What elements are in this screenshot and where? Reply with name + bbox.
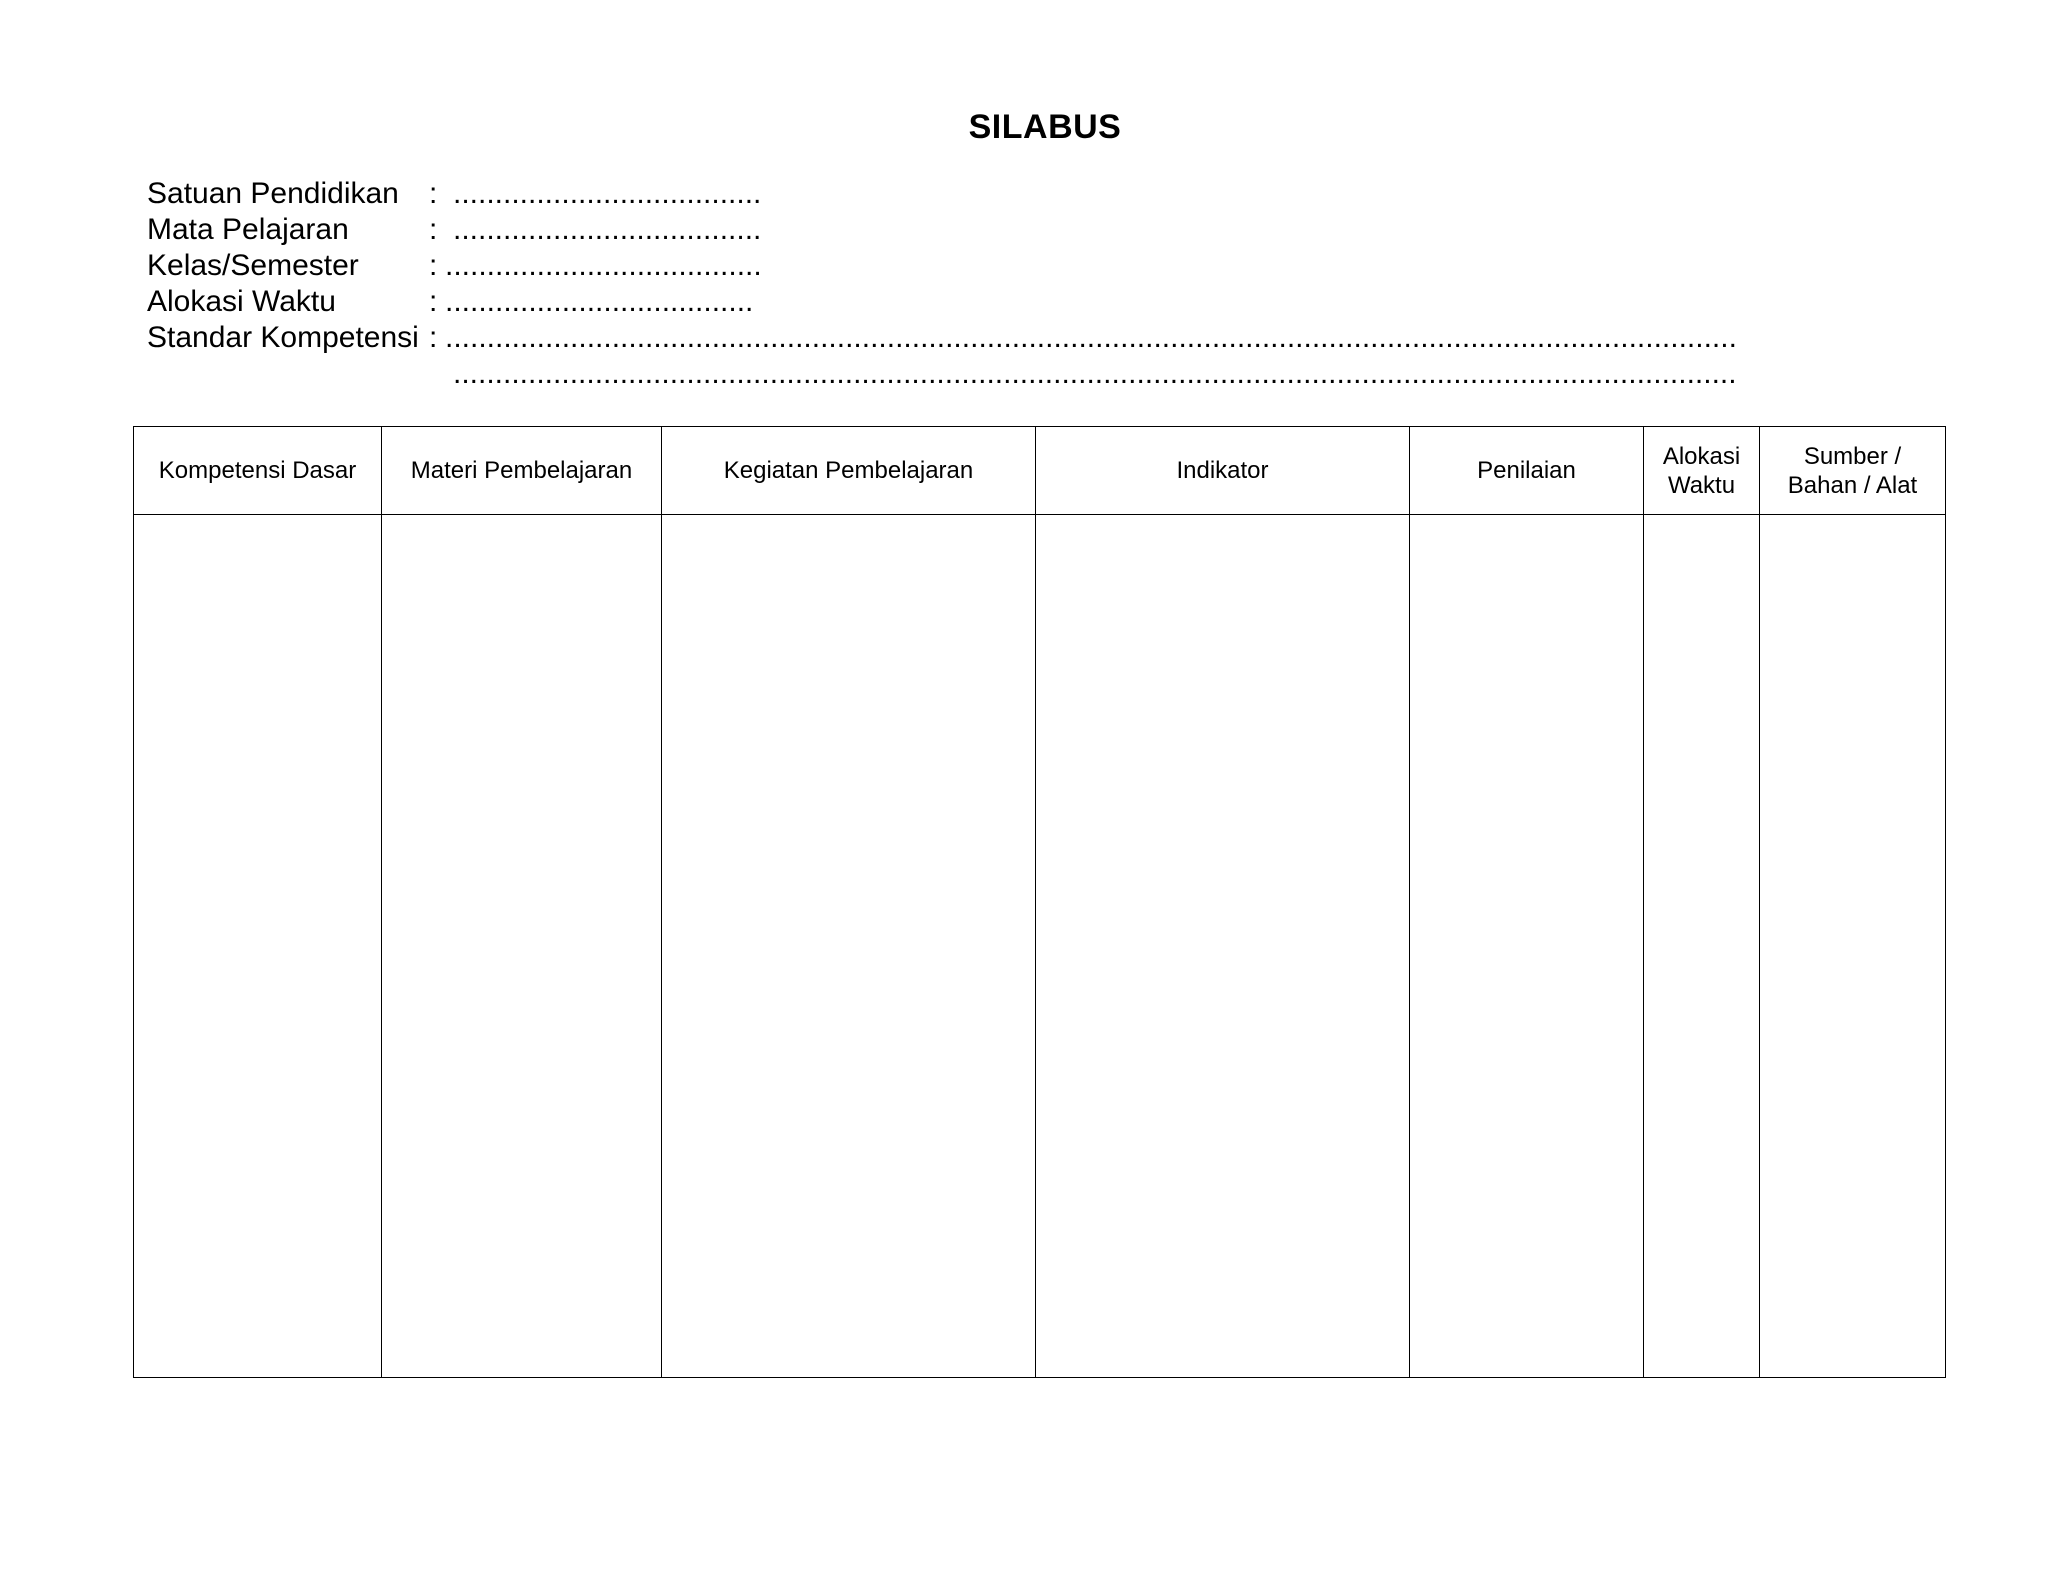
cell-kegiatan-pembelajaran[interactable] (662, 515, 1036, 1378)
field-label: Standar Kompetensi (147, 321, 419, 354)
table-header-row (134, 427, 1946, 515)
header-line: Waktu (1667, 471, 1736, 499)
column-header-indikator (1036, 427, 1410, 515)
field-colon: : (429, 177, 438, 210)
cell-indikator[interactable] (1036, 515, 1410, 1378)
column-header-kegiatan-pembelajaran (662, 427, 1036, 515)
header-line: Kegiatan Pembelajaran (723, 457, 974, 484)
field-colon: : (429, 321, 438, 354)
header-line: Alokasi (1662, 442, 1741, 470)
column-header-kompetensi-dasar (134, 427, 382, 515)
header-line: Indikator (1176, 457, 1269, 484)
column-header-sumber-bahan-alat (1760, 427, 1946, 515)
column-header-penilaian (1410, 427, 1644, 515)
field-value-blank[interactable]: ........................................................................................................................................................... (445, 321, 1737, 354)
field-colon: : (429, 285, 438, 318)
field-value-blank[interactable]: ...................................... (445, 249, 762, 282)
field-colon: : (429, 213, 438, 246)
header-line: Bahan / Alat (1787, 471, 1918, 499)
field-value-blank[interactable]: ..................................... (445, 285, 754, 318)
field-label: Satuan Pendidikan (147, 177, 399, 210)
field-value-blank[interactable]: ..................................... (453, 177, 762, 210)
header-line: Sumber / (1803, 442, 1902, 470)
cell-kompetensi-dasar[interactable] (134, 515, 382, 1378)
field-colon: : (429, 249, 438, 282)
field-value-blank[interactable]: .......................................................................................................................................................... (453, 357, 1737, 390)
field-label: Alokasi Waktu (147, 285, 336, 318)
header-line: Kompetensi Dasar (158, 457, 357, 484)
field-label: Mata Pelajaran (147, 213, 349, 246)
table-row (134, 515, 1946, 1378)
field-label: Kelas/Semester (147, 249, 359, 282)
cell-alokasi-waktu[interactable] (1644, 515, 1760, 1378)
page-title: SILABUS (968, 108, 1122, 146)
cell-penilaian[interactable] (1410, 515, 1644, 1378)
cell-sumber-bahan-alat[interactable] (1760, 515, 1946, 1378)
field-value-blank[interactable]: ..................................... (453, 213, 762, 246)
cell-materi-pembelajaran[interactable] (382, 515, 662, 1378)
column-header-materi-pembelajaran (382, 427, 662, 515)
column-header-alokasi-waktu (1644, 427, 1760, 515)
header-line: Materi Pembelajaran (410, 457, 633, 484)
header-line: Penilaian (1477, 457, 1576, 484)
syllabus-table (133, 426, 1946, 1378)
